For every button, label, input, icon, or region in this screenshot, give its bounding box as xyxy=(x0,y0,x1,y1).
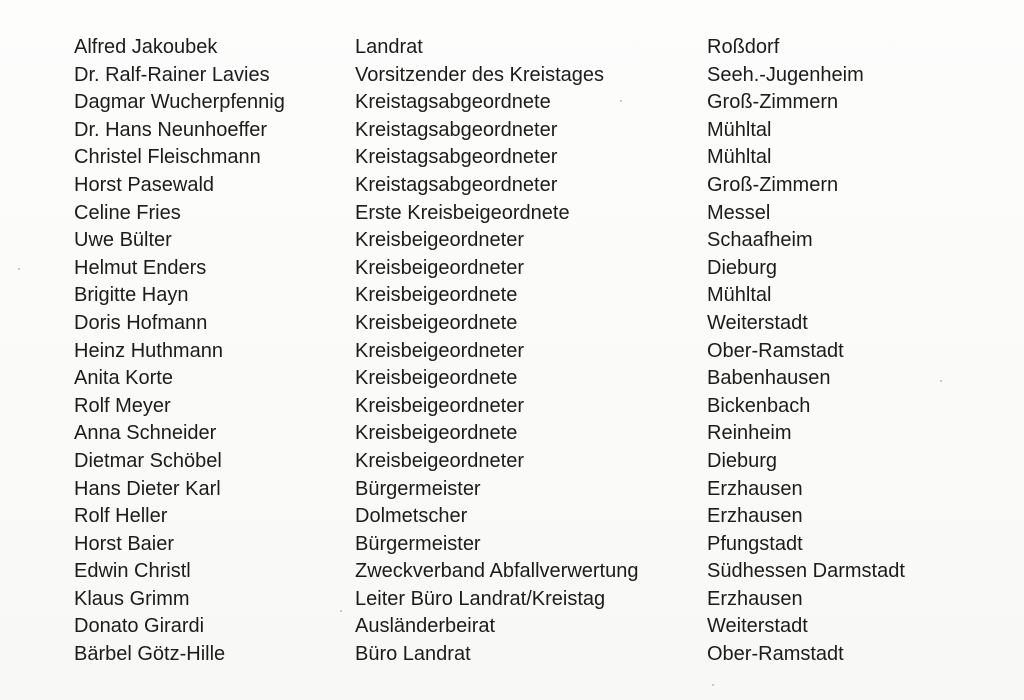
person-name: Helmut Enders xyxy=(74,256,207,279)
person-role: Vorsitzender des Kreistages xyxy=(355,63,605,86)
scan-speck xyxy=(620,100,622,102)
person-town: Roßdorf xyxy=(707,36,780,58)
list-item xyxy=(74,89,974,117)
person-role: Leiter Büro Landrat/Kreistag xyxy=(355,587,606,610)
person-town: Groß-Zimmern xyxy=(707,91,839,114)
person-role: Bürgermeister xyxy=(355,532,481,555)
list-item xyxy=(74,310,974,338)
list-item xyxy=(74,420,974,448)
list-item xyxy=(74,144,974,172)
list-item xyxy=(74,641,974,669)
person-town: Groß-Zimmern xyxy=(707,173,839,196)
person-town: Mühltal xyxy=(707,146,772,169)
person-town: Seeh.-Jugenheim xyxy=(707,63,864,86)
person-name: Horst Pasewald xyxy=(74,173,215,196)
person-role: Kreistagsabgeordneter xyxy=(355,146,558,169)
person-town: Reinheim xyxy=(707,422,792,445)
list-item xyxy=(74,227,974,255)
person-name: Alfred Jakoubek xyxy=(74,36,218,58)
person-name: Dagmar Wucherpfennig xyxy=(74,91,285,114)
participant-roster xyxy=(74,34,974,669)
list-item xyxy=(74,200,974,228)
person-role: Kreisbeigeordneter xyxy=(355,449,524,472)
list-item xyxy=(74,393,974,421)
person-role: Kreistagsabgeordneter xyxy=(355,118,558,141)
list-item xyxy=(74,558,974,586)
person-role: Kreistagsabgeordneter xyxy=(355,173,558,196)
person-name: Christel Fleischmann xyxy=(74,146,261,169)
person-name: Bärbel Götz-Hille xyxy=(74,643,226,666)
list-item xyxy=(74,34,974,62)
person-role: Bürgermeister xyxy=(355,477,481,500)
person-town: Weiterstadt xyxy=(707,311,808,334)
person-town: Bickenbach xyxy=(707,394,811,417)
person-name: Horst Baier xyxy=(74,532,175,555)
person-name: Heinz Huthmann xyxy=(74,339,223,362)
person-role: Kreisbeigeordneter xyxy=(355,229,524,252)
person-name: Dr. Hans Neunhoeffer xyxy=(74,118,268,141)
person-role: Kreistagsabgeordnete xyxy=(355,91,551,114)
scan-speck xyxy=(340,610,342,612)
person-role: Zweckverband Abfallverwertung xyxy=(355,560,639,583)
person-town: Babenhausen xyxy=(707,367,831,390)
person-town: Pfungstadt xyxy=(707,532,803,555)
scan-speck xyxy=(712,684,714,686)
person-role: Kreisbeigeordneter xyxy=(355,339,524,362)
person-town: Weiterstadt xyxy=(707,615,808,638)
scan-speck xyxy=(18,268,20,270)
person-role: Erste Kreisbeigeordnete xyxy=(355,201,570,224)
person-role: Büro Landrat xyxy=(355,643,471,666)
list-item xyxy=(74,117,974,145)
scan-speck xyxy=(940,380,942,382)
person-name: Dr. Ralf-Rainer Lavies xyxy=(74,63,270,86)
person-town: Erzhausen xyxy=(707,477,803,500)
person-name: Rolf Meyer xyxy=(74,394,171,417)
person-town: Mühltal xyxy=(707,284,772,307)
person-name: Celine Fries xyxy=(74,201,181,224)
person-town: Erzhausen xyxy=(707,505,803,528)
person-role: Ausländerbeirat xyxy=(355,615,496,638)
person-name: Hans Dieter Karl xyxy=(74,477,221,500)
list-item xyxy=(74,613,974,641)
person-role: Kreisbeigeordnete xyxy=(355,311,518,334)
person-name: Rolf Heller xyxy=(74,505,168,528)
list-item xyxy=(74,586,974,614)
list-item xyxy=(74,282,974,310)
person-name: Anna Schneider xyxy=(74,422,217,445)
person-town: Dieburg xyxy=(707,449,778,472)
person-role: Kreisbeigeordnete xyxy=(355,284,518,307)
person-town: Ober-Ramstadt xyxy=(707,339,844,362)
list-item xyxy=(74,531,974,559)
list-item xyxy=(74,365,974,393)
person-name: Donato Girardi xyxy=(74,615,205,638)
person-role: Kreisbeigeordneter xyxy=(355,256,524,279)
list-item xyxy=(74,255,974,283)
person-town: Südhessen Darmstadt xyxy=(707,560,905,583)
person-town: Erzhausen xyxy=(707,587,803,610)
person-role: Kreisbeigeordnete xyxy=(355,422,518,445)
person-name: Klaus Grimm xyxy=(74,587,190,610)
person-name: Doris Hofmann xyxy=(74,311,208,334)
list-item xyxy=(74,338,974,366)
person-name: Anita Korte xyxy=(74,367,173,390)
person-role: Landrat xyxy=(355,36,423,58)
person-role: Dolmetscher xyxy=(355,505,468,528)
person-town: Schaafheim xyxy=(707,229,813,252)
list-item xyxy=(74,62,974,90)
person-role: Kreisbeigeordnete xyxy=(355,367,518,390)
person-name: Edwin Christl xyxy=(74,560,191,583)
person-town: Ober-Ramstadt xyxy=(707,643,844,666)
list-item xyxy=(74,476,974,504)
list-item xyxy=(74,503,974,531)
person-name: Uwe Bülter xyxy=(74,229,172,252)
person-name: Brigitte Hayn xyxy=(74,284,189,307)
person-name: Dietmar Schöbel xyxy=(74,449,222,472)
person-role: Kreisbeigeordneter xyxy=(355,394,524,417)
list-item xyxy=(74,448,974,476)
list-item xyxy=(74,172,974,200)
person-town: Dieburg xyxy=(707,256,778,279)
person-town: Mühltal xyxy=(707,118,772,141)
person-town: Messel xyxy=(707,201,771,224)
